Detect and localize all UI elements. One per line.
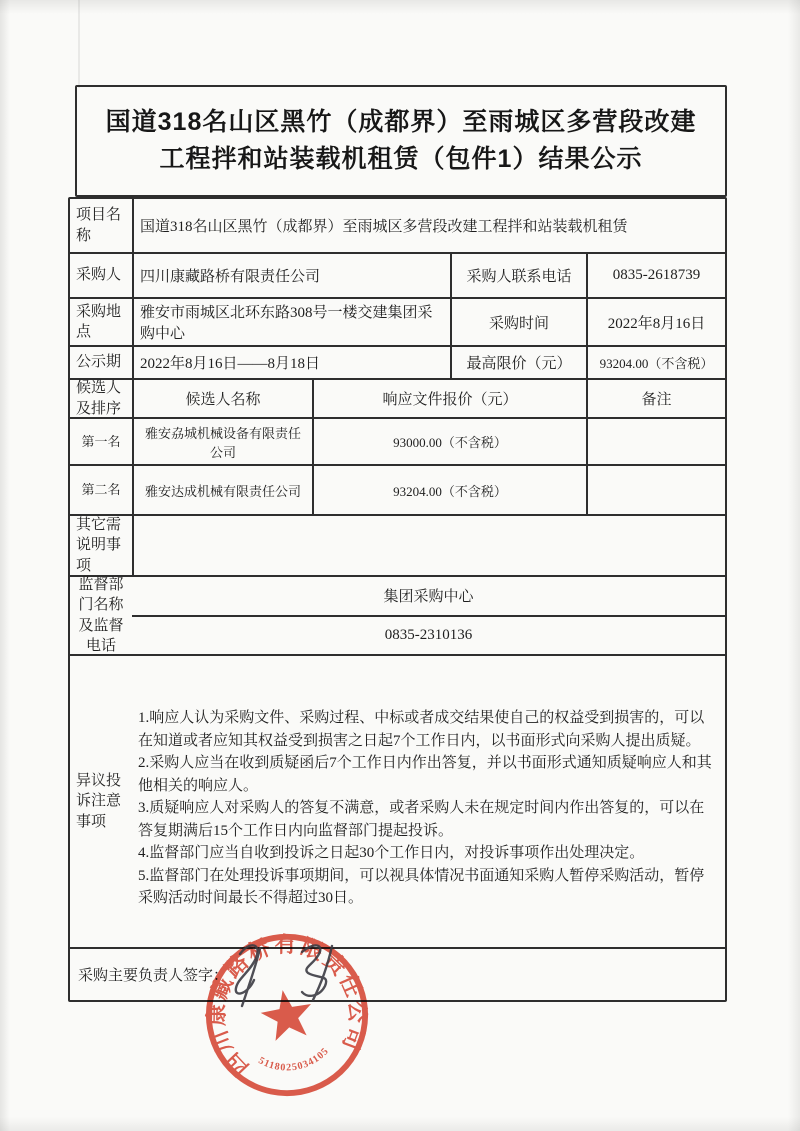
row-signature [70,947,725,1000]
supervision-dept: 集团采购中心 [383,589,474,606]
purchase-time-value: 2022年8月16日 [586,299,725,345]
supervision-label: 监督部门名称及监督电话 [78,577,124,654]
row-supervision [70,575,725,654]
objection-label: 异议投诉注意事项 [76,773,122,830]
max-price-value: 93204.00（不含税） [586,347,725,378]
candidate-remark-header: 备注 [586,380,725,417]
purchaser-phone-value: 0835-2618739 [586,254,725,297]
seal-company-text: 四川康藏路桥有限责任公司 [203,931,371,1081]
candidate-name-header: 候选人名称 [132,380,312,417]
seal-number-text: 5118025034105 [256,1045,332,1074]
supervision-values [132,577,725,654]
row-objection-notice [70,654,725,947]
document-title: 国道318名山区黑竹（成都界）至雨城区多营段改建工程拌和站装载机租赁（包件1）结果公示 [105,107,697,173]
candidate-row-1 [70,417,725,464]
purchaser-phone-label: 采购人联系电话 [450,254,586,297]
candidates-label: 候选人及排序 [76,380,122,417]
objection-item-2: 2.采购人应当在收到质疑函后7个工作日内作出答复，并以书面形式通知质疑响应人和其他相关的响应人。 [138,755,712,794]
candidate-1-remark [586,419,725,464]
row-candidates-header [70,378,725,417]
supervision-phone: 0835-2310136 [132,615,725,655]
candidate-2-name: 雅安达成机械有限责任公司 [132,466,312,514]
row-publicity-period [70,345,725,378]
objection-item-4: 4.监督部门应当自收到投诉之日起30个工作日内，对投诉事项作出处理决定。 [138,845,645,862]
candidate-2-price: 93204.00（不含税） [312,466,586,514]
row-purchaser [70,252,725,297]
signature-label: 采购主要负责人签字： [78,968,229,984]
objection-item-3: 3.质疑响应人对采购人的答复不满意，或者采购人未在规定时间内作出答复的，可以在答复期满后15个工作日内向监督部门提起投诉。 [138,800,705,839]
scan-artifact-right-edge [788,0,800,1131]
row-other-notes [70,514,725,575]
candidate-1-price: 93000.00（不含税） [312,419,586,464]
scan-artifact-top-edge [0,0,800,14]
objection-items [132,656,725,947]
objection-item-1: 1.响应人认为采购文件、采购过程、中标或者成交结果使自己的权益受到损害的，可以在知道或者应知其权益受到损害之日起7个工作日内，以书面形式向采购人提出质疑。 [138,710,705,749]
candidate-row-2 [70,464,725,514]
other-notes-value [132,516,725,575]
purchaser-label: 采购人 [76,267,122,284]
location-value: 雅安市雨城区北环东路308号一楼交建集团采购中心 [132,299,450,345]
publicity-value: 2022年8月16日——8月18日 [132,347,450,378]
candidate-1-name: 雅安劦城机械设备有限责任公司 [132,419,312,464]
row-project-name [70,199,725,252]
candidate-2-remark [586,466,725,514]
max-price-label: 最高限价（元） [450,347,586,378]
scan-artifact-fold-crease [78,0,80,88]
document-title-box [75,85,727,197]
candidate-2-rank: 第二名 [81,482,121,498]
objection-item-5: 5.监督部门在处理投诉事项期间，可以视具体情况书面通知采购人暂停采购活动，暂停采购活动时间最长不得超过30日。 [138,867,705,907]
other-notes-label: 其它需说明事项 [76,517,122,574]
purchaser-value: 四川康藏路桥有限责任公司 [132,254,450,297]
row-location [70,297,725,345]
scan-artifact-left-edge [0,0,10,1131]
project-name-value: 国道318名山区黑竹（成都界）至雨城区多营段改建工程拌和站装载机租赁 [132,199,725,252]
candidate-1-rank: 第一名 [81,433,121,449]
purchase-time-label: 采购时间 [450,299,586,345]
project-name-label: 项目名称 [76,207,122,244]
scan-artifact-bottom-edge [0,1117,800,1131]
publicity-label: 公示期 [76,354,122,371]
result-table [68,197,727,1002]
location-label: 采购地点 [76,303,122,340]
candidate-price-header: 响应文件报价（元） [312,380,586,417]
